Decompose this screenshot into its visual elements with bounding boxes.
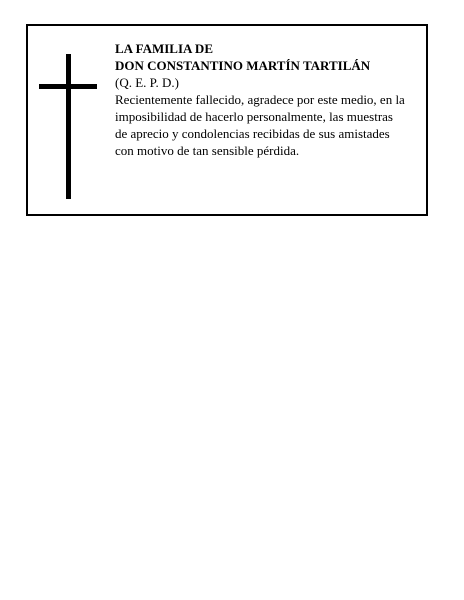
obituary-notice	[26, 24, 428, 216]
cross-horizontal-bar	[39, 84, 97, 89]
body-line-2: imposibilidad de hacerlo personalmente, las muestras	[115, 109, 393, 124]
qepd-text: (Q. E. P. D.)	[115, 75, 179, 90]
notice-text	[115, 40, 421, 159]
body-line-3: de aprecio y condolencias recibidas de sus amistades	[115, 126, 390, 141]
body-line-4: con motivo de tan sensible pérdida.	[115, 143, 300, 158]
cross-vertical-bar	[66, 54, 71, 199]
deceased-name: DON CONSTANTINO MARTÍN TARTILÁN	[115, 58, 371, 73]
family-heading: LA FAMILIA DE	[115, 41, 213, 56]
body-line-1: Recientemente fallecido, agradece por este medio, en la	[115, 92, 405, 107]
